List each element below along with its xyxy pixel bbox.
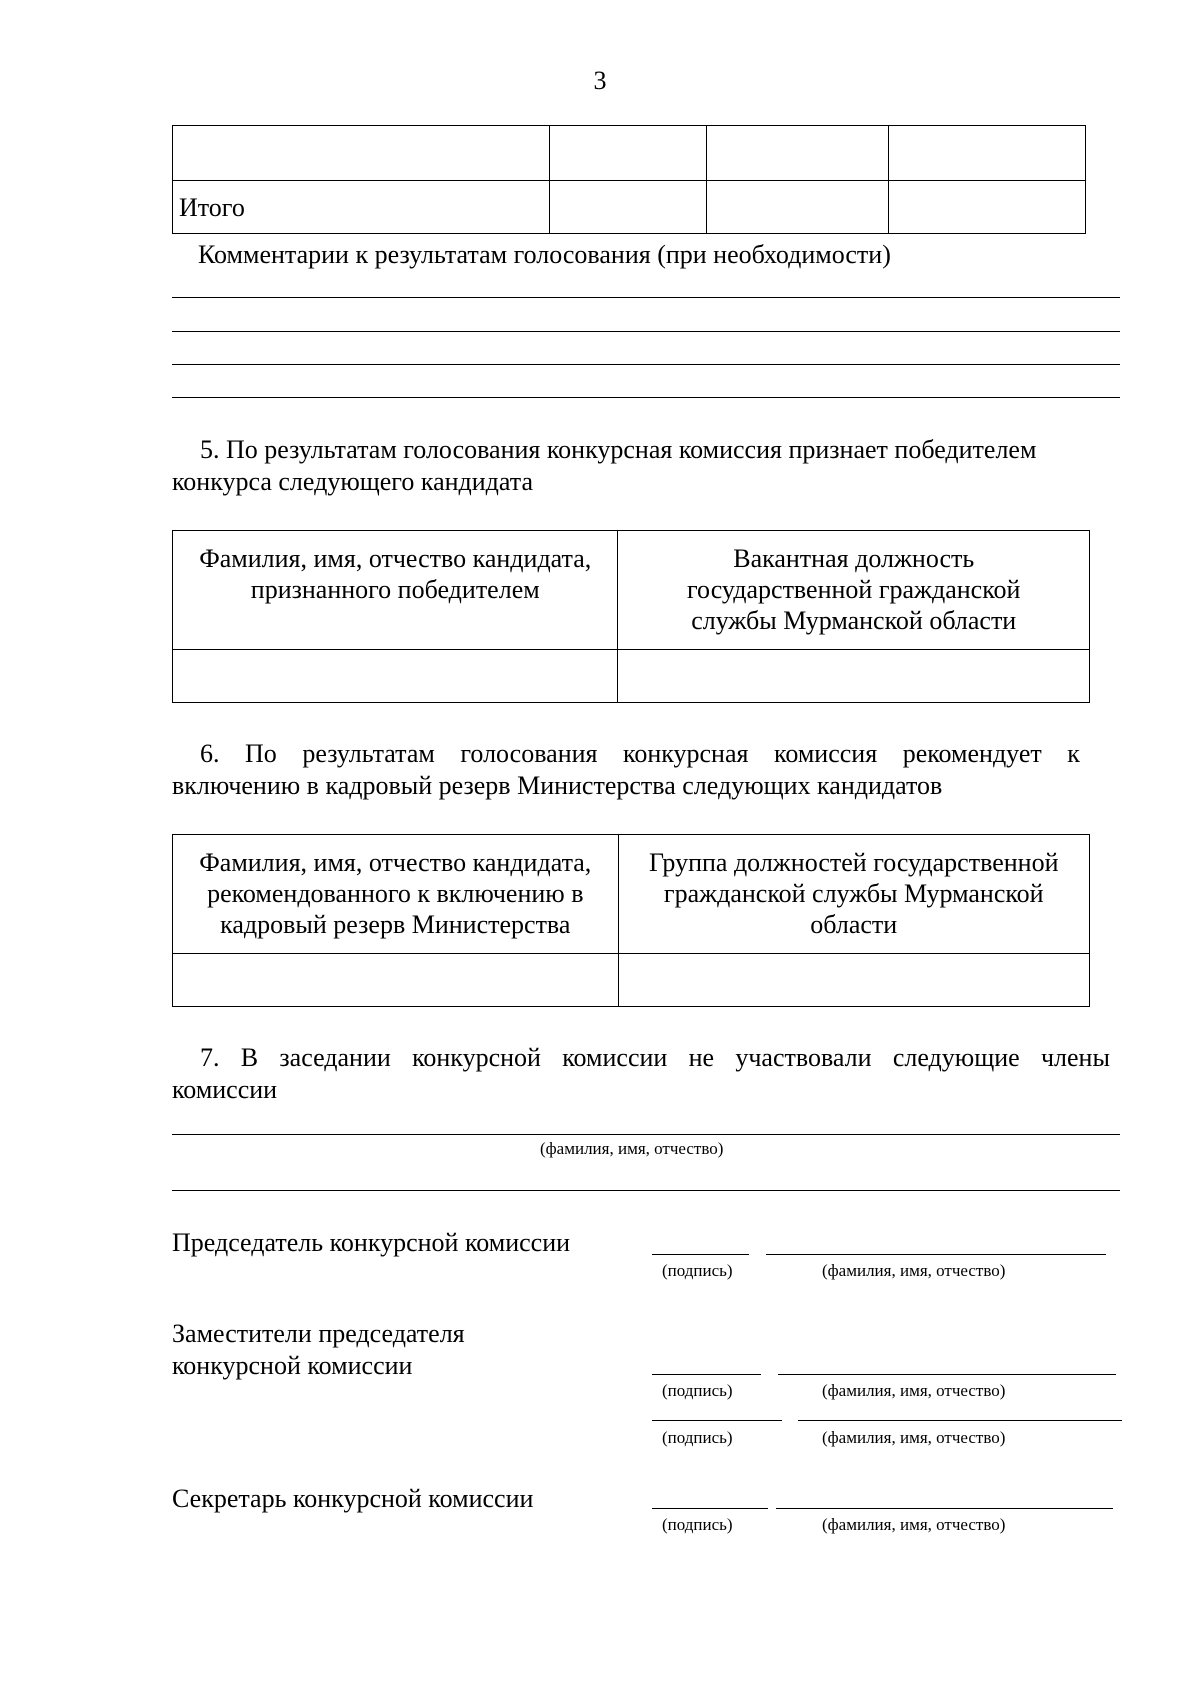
table-row <box>173 650 1090 703</box>
word: В <box>240 1043 259 1072</box>
word: заседании <box>279 1043 391 1072</box>
word: к <box>1067 739 1080 768</box>
fio-line <box>776 1508 1113 1509</box>
fio-line <box>778 1374 1116 1375</box>
absent-members-line <box>172 1134 1120 1135</box>
word: не <box>688 1043 715 1072</box>
table-cell <box>618 954 1089 1007</box>
header-line: признанного победителем <box>250 575 540 604</box>
word: По <box>245 739 277 768</box>
word: участвовали <box>735 1043 872 1072</box>
signature-caption: (подпись) <box>662 1381 733 1400</box>
vacant-position-header <box>618 531 1090 650</box>
word: рекомендует <box>902 739 1042 768</box>
section5-line1: 5. По результатам голосования конкурсная комиссия признает победителем <box>200 435 1037 464</box>
section7-line2: комиссии <box>172 1075 278 1104</box>
winner-table <box>172 530 1090 703</box>
word: члены <box>1040 1043 1110 1072</box>
header-line: рекомендованного к включению в <box>207 879 584 908</box>
table-cell <box>707 181 889 234</box>
signature-caption: (подпись) <box>662 1261 733 1280</box>
signature-caption: (подпись) <box>662 1428 733 1447</box>
word: конкурсной <box>412 1043 541 1072</box>
deputies-label-line2: конкурсной комиссии <box>172 1351 413 1380</box>
table-row <box>173 954 1090 1007</box>
absent-members-line <box>172 1190 1120 1191</box>
header-line: службы Мурманской области <box>691 606 1017 635</box>
comment-line <box>172 331 1120 332</box>
table-cell <box>889 181 1086 234</box>
table-header-row <box>173 835 1090 954</box>
fio-caption: (фамилия, имя, отчество) <box>822 1261 1006 1280</box>
signature-line <box>652 1420 782 1421</box>
table-header-row <box>173 531 1090 650</box>
comment-line <box>172 397 1120 398</box>
signature-line <box>652 1374 761 1375</box>
signature-line <box>652 1508 768 1509</box>
comments-label: Комментарии к результатам голосования (при необходимости) <box>198 240 891 269</box>
absent-fio-caption: (фамилия, имя, отчество) <box>540 1139 724 1158</box>
header-line: кадровый резерв Министерства <box>220 910 571 939</box>
word: комиссии <box>562 1043 668 1072</box>
header-line: области <box>810 910 898 939</box>
header-line: Фамилия, имя, отчество кандидата, <box>199 544 592 573</box>
table-cell <box>549 181 707 234</box>
comment-line <box>172 364 1120 365</box>
fio-line <box>766 1254 1106 1255</box>
section5-line2: конкурса следующего кандидата <box>172 467 533 496</box>
header-line: Фамилия, имя, отчество кандидата, <box>199 848 592 877</box>
table-cell <box>549 126 707 181</box>
comment-line <box>172 297 1120 298</box>
header-line: государственной гражданской <box>687 575 1021 604</box>
word: комиссия <box>774 739 878 768</box>
deputies-label-line1: Заместители председателя <box>172 1319 465 1348</box>
position-group-header <box>618 835 1089 954</box>
section6-line1 <box>200 737 1080 771</box>
secretary-label: Секретарь конкурсной комиссии <box>172 1484 534 1513</box>
section7-line1 <box>200 1041 1110 1075</box>
chairman-label: Председатель конкурсной комиссии <box>172 1228 571 1257</box>
reserve-table <box>172 834 1090 1007</box>
signature-caption: (подпись) <box>662 1515 733 1534</box>
table-cell <box>889 126 1086 181</box>
section6-line2: включению в кадровый резерв Министерства следующих кандидатов <box>172 771 943 800</box>
header-line: Вакантная должность <box>733 544 975 573</box>
word: конкурсная <box>623 739 749 768</box>
header-line: гражданской службы Мурманской <box>663 879 1044 908</box>
table-row <box>173 126 1086 181</box>
page-number: 3 <box>593 66 607 95</box>
signature-line <box>652 1254 749 1255</box>
table-cell <box>618 650 1090 703</box>
candidate-name-header <box>173 835 619 954</box>
fio-caption: (фамилия, имя, отчество) <box>822 1428 1006 1447</box>
word: следующие <box>892 1043 1020 1072</box>
word: голосования <box>460 739 598 768</box>
word: 6. <box>200 739 220 768</box>
table-cell <box>173 954 619 1007</box>
fio-caption: (фамилия, имя, отчество) <box>822 1381 1006 1400</box>
table-cell <box>173 126 550 181</box>
winner-name-header <box>173 531 618 650</box>
fio-caption: (фамилия, имя, отчество) <box>822 1515 1006 1534</box>
word: результатам <box>302 739 435 768</box>
table-row-total <box>173 181 1086 234</box>
table-cell <box>707 126 889 181</box>
table-cell <box>173 650 618 703</box>
fio-line <box>798 1420 1122 1421</box>
total-label: Итого <box>173 181 550 234</box>
word: 7. <box>200 1043 220 1072</box>
header-line: Группа должностей государственной <box>649 848 1059 877</box>
votes-table <box>172 125 1086 234</box>
